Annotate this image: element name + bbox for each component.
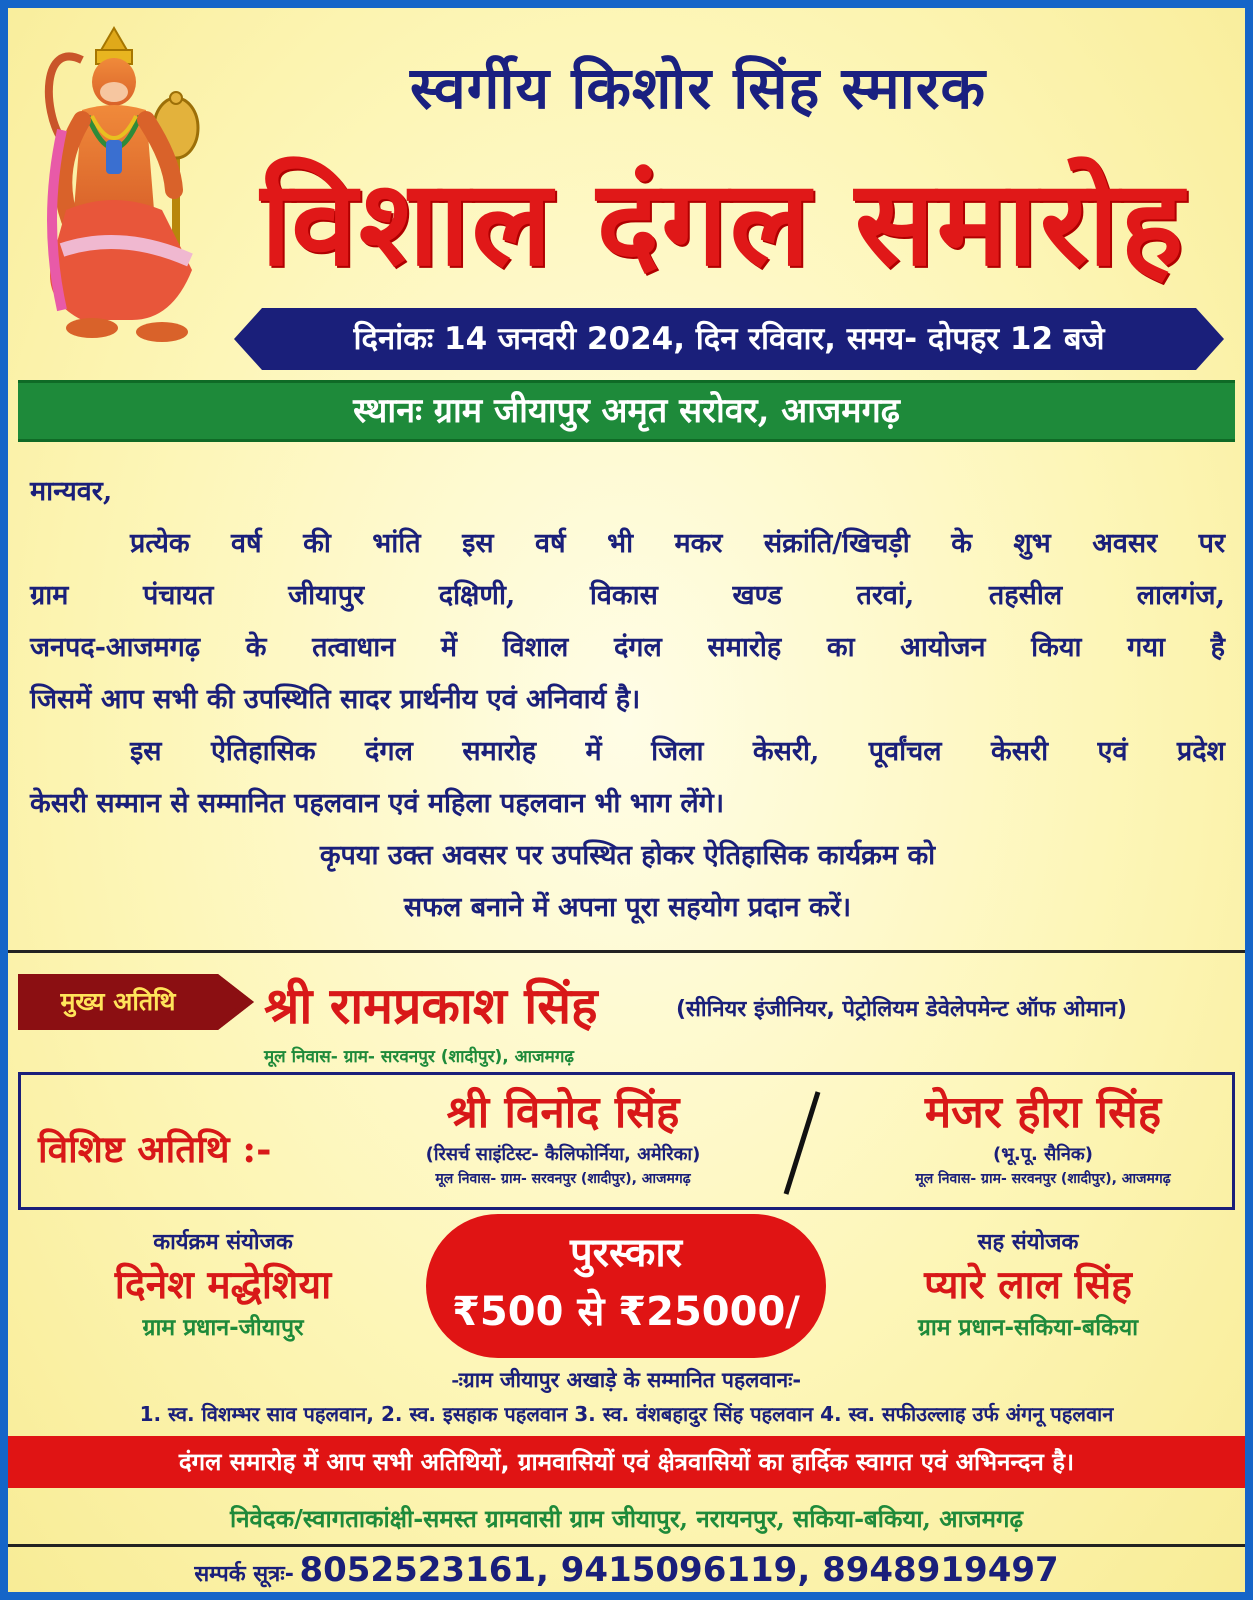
contact-label: सम्पर्क सूत्रः- xyxy=(194,1562,294,1587)
chief-guest-label: मुख्य अतिथि xyxy=(60,987,176,1016)
special-guest-2 xyxy=(853,1084,1233,1190)
coordinator-heading: कार्यक्रम संयोजक xyxy=(153,1230,293,1255)
chief-guest-origin: मूल निवास- ग्राम- सरवनपुर (शादीपुर), आजमगढ़ xyxy=(264,1047,574,1067)
venue-bar: स्थानः ग्राम जीयापुर अमृत सरोवर, आजमगढ़ xyxy=(18,380,1235,442)
chief-guest-name: श्री रामप्रकाश सिंह xyxy=(264,976,598,1035)
honoured-wrestlers-heading: -ःग्राम जीयापुर अखाड़े के सम्मानित पहलवानः- xyxy=(451,1368,802,1392)
co-coordinator-heading: सह संयोजक xyxy=(977,1230,1079,1255)
prize-badge xyxy=(426,1214,826,1358)
guest-role: (भू.पू. सैनिक) xyxy=(993,1144,1093,1165)
section-divider xyxy=(8,950,1245,953)
honoured-wrestlers-list: 1. स्व. विशम्भर साव पहलवान, 2. स्व. इसहाक पहलवान 3. स्व. वंशबहादुर सिंह पहलवान 4. स्व. सफीउल्लाह उर्फ अंगनू पहलवान xyxy=(139,1402,1114,1426)
special-guests-label: विशिष्ट अतिथि :- xyxy=(38,1127,272,1171)
co-coordinator xyxy=(848,1226,1208,1346)
prize-amount: ₹500 से ₹25000/ xyxy=(452,1289,800,1335)
coordinator-subtitle: ग्राम प्रधान-जीयापुर xyxy=(142,1315,304,1341)
contact-line xyxy=(8,1550,1245,1590)
coordinator xyxy=(43,1226,403,1346)
co-coordinator-name: प्यारे लाल सिंह xyxy=(924,1262,1132,1308)
contact-numbers: 8052523161, 9415096119, 8948919497 xyxy=(299,1550,1059,1590)
guest-separator xyxy=(778,1088,828,1198)
event-date-time: दिनांकः 14 जनवरी 2024, दिन रविवार, समय- दोपहर 12 बजे xyxy=(353,321,1105,357)
co-coordinator-subtitle: ग्राम प्रधान-सकिया-बकिया xyxy=(917,1315,1139,1341)
salutation: मान्यवर, xyxy=(30,476,113,507)
body-line: जिसमें आप सभी की उपस्थिति सादर प्रार्थनीय एवं अनिवार्य है। xyxy=(30,684,641,715)
chief-guest-badge xyxy=(18,974,258,1030)
body-line: प्रत्येक वर्ष की भांति इस वर्ष भी मकर संक्रांति/खिचड़ी के शुभ अवसर पर xyxy=(130,528,1225,559)
prize-title: पुरस्कार xyxy=(569,1229,683,1276)
body-line: सफल बनाने में अपना पूरा सहयोग प्रदान करें। xyxy=(403,892,852,923)
chief-guest-role: (सीनियर इंजीनियर, पेट्रोलियम डेवेलेपमेन्ट ऑफ ओमान) xyxy=(676,997,1127,1022)
welcome-bar: दंगल समारोह में आप सभी अतिथियों, ग्रामवासियों एवं क्षेत्रवासियों का हार्दिक स्वागत एवं अभिनन्दन है। xyxy=(8,1436,1245,1488)
hanuman-illustration xyxy=(22,20,232,350)
body-line: कृपया उक्त अवसर पर उपस्थित होकर ऐतिहासिक कार्यक्रम को xyxy=(319,840,936,871)
guest-origin: मूल निवास- ग्राम- सरवनपुर (शादीपुर), आजमगढ़ xyxy=(435,1171,691,1187)
memorial-title: स्वर्गीय किशोर सिंह स्मारक xyxy=(409,54,987,122)
body-line: इस ऐतिहासिक दंगल समारोह में जिला केसरी, पूर्वांचल केसरी एवं प्रदेश xyxy=(130,736,1225,767)
guest-role: (रिसर्च साइंटिस्ट- कैलिफोर्निया, अमेरिका) xyxy=(425,1144,701,1165)
footer-divider xyxy=(8,1544,1245,1547)
date-banner xyxy=(234,308,1224,370)
poster xyxy=(8,8,1245,1592)
body-line: केसरी सम्मान से सम्मानित पहलवान एवं महिला पहलवान भी भाग लेंगे। xyxy=(30,788,725,819)
guest-origin: मूल निवास- ग्राम- सरवनपुर (शादीपुर), आजमगढ़ xyxy=(915,1171,1171,1187)
special-guest-1 xyxy=(373,1084,753,1190)
guest-name: मेजर हीरा सिंह xyxy=(924,1087,1162,1138)
body-line: ग्राम पंचायत जीयापुर दक्षिणी, विकास खण्ड तरवां, तहसील लालगंज, xyxy=(30,580,1225,611)
invitation-body xyxy=(30,466,1225,934)
guest-name: श्री विनोद सिंह xyxy=(446,1087,680,1138)
inviter-line: निवेदक/स्वागताकांक्षी-समस्त ग्रामवासी ग्राम जीयापुर, नरायनपुर, सकिया-बकिया, आजमगढ़ xyxy=(230,1504,1023,1533)
body-line: जनपद-आजमगढ़ के तत्वाधान में विशाल दंगल समारोह का आयोजन किया गया है xyxy=(30,632,1225,663)
event-title: विशाल दंगल समारोह xyxy=(260,153,1186,292)
coordinator-name: दिनेश मद्धेशिया xyxy=(114,1262,332,1308)
